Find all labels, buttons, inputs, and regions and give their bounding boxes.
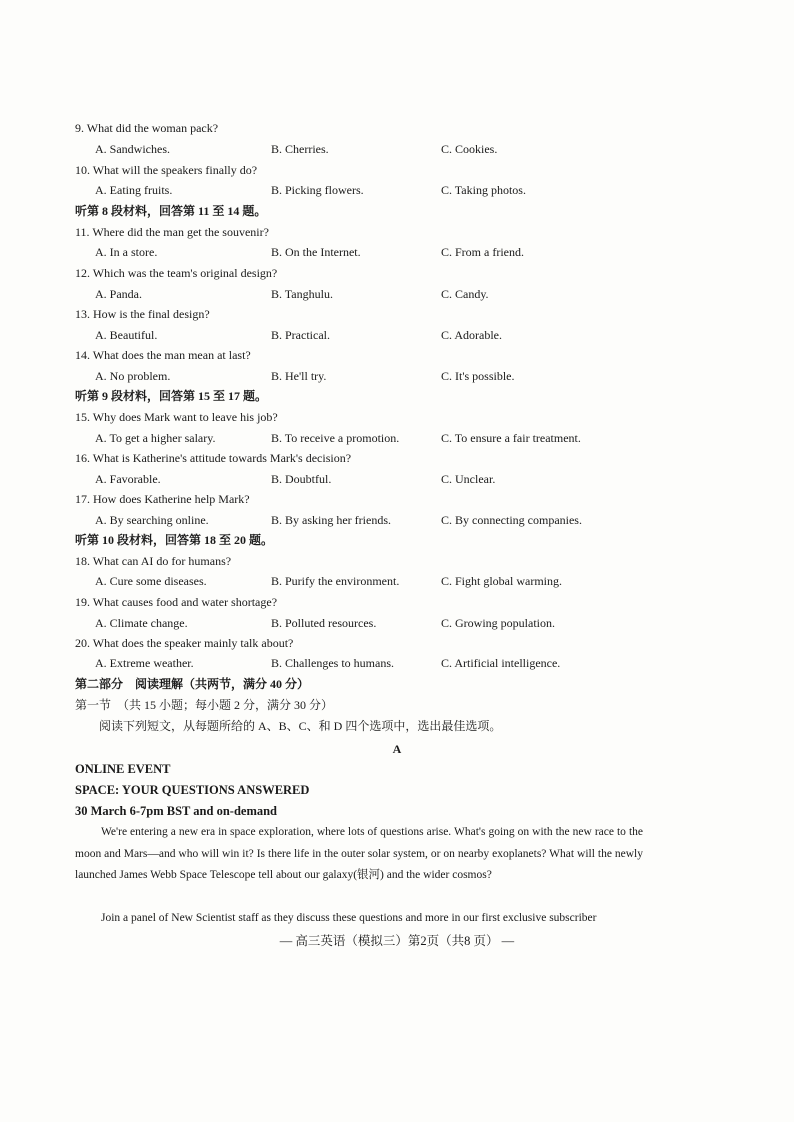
question-options [95,142,735,156]
option-b: B. Tanghulu. [271,287,333,301]
question-stem: 15. Why does Mark want to leave his job? [75,410,278,424]
question-stem: 13. How is the final design? [75,307,210,321]
part-2-title: 第二部分 阅读理解（共两节，满分 40 分） [75,677,310,691]
option-b: B. Purify the environment. [271,574,400,588]
page-footer: — 高三英语（模拟三）第2页（共8 页） — [279,934,515,948]
question-options [95,616,735,630]
option-b: B. Polluted resources. [271,616,377,630]
passage-paragraph: We're entering a new era in space exploration, where lots of questions arise. What's going on with the new race to the moon and Mars—and who will win it? Is there life in the outer solar system, or on nearby exoplanets? What will the newly launched James Webb Space Telescope tell about our galaxy(银河) and the wider cosmos? [75,826,643,881]
section-9-header: 听第 9 段材料，回答第 15 至 17 题。 [75,389,268,403]
option-c: C. To ensure a fair treatment. [441,431,581,445]
question-stem: 18. What can AI do for humans? [75,554,232,568]
option-a: A. No problem. [95,369,171,383]
question-stem: 16. What is Katherine's attitude towards Mark's decision? [75,451,352,465]
event-type: ONLINE EVENT [75,762,171,776]
option-a: A. To get a higher salary. [95,431,216,445]
option-a: A. Cure some diseases. [95,574,207,588]
option-b: B. Challenges to humans. [271,656,394,670]
option-b: B. On the Internet. [271,245,361,259]
question-options [95,245,735,259]
question-options [95,183,735,197]
question-stem: 9. What did the woman pack? [75,121,219,135]
option-a: A. Extreme weather. [95,656,194,670]
question-stem: 20. What does the speaker mainly talk about? [75,636,294,650]
option-c: C. From a friend. [441,245,524,259]
section-1-header: 第一节 （共 15 小题；每小题 2 分，满分 30 分） [75,698,334,712]
option-c: C. Cookies. [441,142,498,156]
option-c: C. It's possible. [441,369,515,383]
question-options [95,369,735,383]
question-stem: 14. What does the man mean at last? [75,348,251,362]
option-b: B. Picking flowers. [271,183,364,197]
option-b: B. Practical. [271,328,330,342]
option-a: A. Beautiful. [95,328,158,342]
option-c: C. Fight global warming. [441,574,562,588]
option-a: A. Panda. [95,287,142,301]
question-options [95,513,735,527]
option-b: B. By asking her friends. [271,513,391,527]
question-stem: 17. How does Katherine help Mark? [75,492,250,506]
section-10-header: 听第 10 段材料，回答第 18 至 20 题。 [75,533,274,547]
option-c: C. Artificial intelligence. [441,656,561,670]
question-stem: 19. What causes food and water shortage? [75,595,278,609]
option-b: B. He'll try. [271,369,327,383]
question-options [95,472,735,486]
question-options [95,431,735,445]
event-title: SPACE: YOUR QUESTIONS ANSWERED [75,783,310,797]
option-b: B. Doubtful. [271,472,332,486]
option-c: C. Candy. [441,287,489,301]
option-a: A. Favorable. [95,472,161,486]
section-8-header: 听第 8 段材料，回答第 11 至 14 题。 [75,204,267,218]
option-b: B. Cherries. [271,142,329,156]
question-options [95,287,735,301]
option-c: C. Taking photos. [441,183,526,197]
event-time: 30 March 6-7pm BST and on-demand [75,804,278,818]
reading-instruction: 阅读下列短文，从每题所给的 A、B、C、和 D 四个选项中，选出最佳选项。 [99,719,502,733]
question-options [95,328,735,342]
option-a: A. Sandwiches. [95,142,170,156]
question-options [95,656,735,670]
question-stem: 10. What will the speakers finally do? [75,163,258,177]
option-c: C. Adorable. [441,328,502,342]
question-stem: 11. Where did the man get the souvenir? [75,225,269,239]
option-c: C. Unclear. [441,472,496,486]
passage-label: A [392,742,402,756]
option-a: A. By searching online. [95,513,209,527]
option-a: A. Climate change. [95,616,188,630]
option-b: B. To receive a promotion. [271,431,400,445]
passage-paragraph: Join a panel of New Scientist staff as they discuss these questions and more in our first exclusive subscriber [101,912,597,924]
option-c: C. Growing population. [441,616,555,630]
option-a: A. Eating fruits. [95,183,173,197]
question-stem: 12. Which was the team's original design? [75,266,278,280]
option-c: C. By connecting companies. [441,513,582,527]
option-a: A. In a store. [95,245,158,259]
question-options [95,574,735,588]
